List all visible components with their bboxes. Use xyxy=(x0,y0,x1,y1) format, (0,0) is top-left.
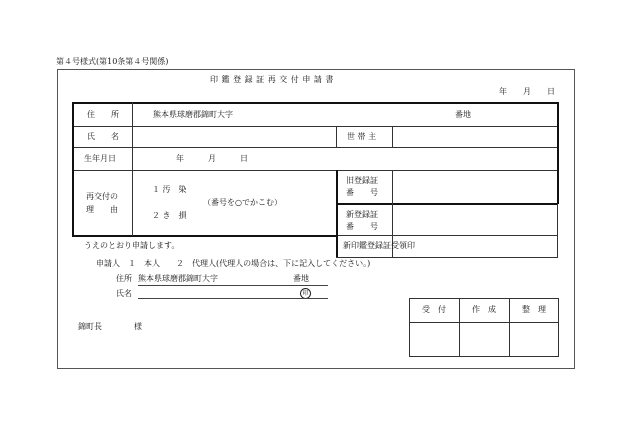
col-divider xyxy=(392,126,393,147)
old-cert-label-2: 番 号 xyxy=(346,188,378,197)
table-right-border xyxy=(557,102,559,204)
office-box-creation: 作 成 xyxy=(472,305,496,314)
reason-option-1: １ 汚 染 xyxy=(152,185,187,194)
addressee: 錦町長 様 xyxy=(78,322,142,331)
address-label: 住 所 xyxy=(87,110,119,119)
name-label: 氏 名 xyxy=(87,132,119,141)
address-value: 熊本県球磨郡錦町大字 xyxy=(153,110,233,119)
seal-mark: 印 xyxy=(300,288,311,299)
form-title: 印 鑑 登 録 証 再 交 付 申 請 書 xyxy=(210,75,334,84)
form-number: 第４号様式(第10条第４号関係) xyxy=(56,57,169,66)
office-box-divider xyxy=(409,322,559,323)
row-divider xyxy=(72,126,558,127)
birthdate-label: 生年月日 xyxy=(84,154,116,163)
agent-banchi: 番地 xyxy=(293,274,309,283)
col-divider xyxy=(336,126,337,147)
new-cert-label-1: 新登録証 xyxy=(346,210,378,219)
reason-label-1: 再交付の xyxy=(86,192,118,201)
declaration-text: うえのとおり申請します。 xyxy=(84,241,180,250)
table-bottom-border xyxy=(72,235,336,237)
office-box-filing: 整 理 xyxy=(522,305,546,314)
office-box-reception: 受 付 xyxy=(422,305,446,314)
row-divider xyxy=(336,203,558,205)
table-left-border xyxy=(72,102,74,236)
col-divider xyxy=(132,102,133,236)
agent-address-label: 住所 xyxy=(116,274,132,283)
row-divider xyxy=(336,257,558,258)
table-top-border xyxy=(72,102,558,104)
date-line: 年 月 日 xyxy=(499,87,555,96)
office-box-top xyxy=(409,298,559,299)
reason-label-2: 理 由 xyxy=(86,205,118,214)
receipt-seal-label: 新印鑑登録証受領印 xyxy=(343,241,415,250)
birthdate-value: 年 月 日 xyxy=(176,154,248,163)
reason-option-2: ２ き 損 xyxy=(152,211,187,220)
col-divider xyxy=(557,204,558,257)
address-banchi: 番地 xyxy=(455,110,471,119)
agent-address-value: 熊本県球磨郡錦町大字 xyxy=(138,274,218,283)
new-cert-label-2: 番 号 xyxy=(346,222,378,231)
office-box-bottom xyxy=(409,356,559,357)
applicant-line: 申請人 １ 本人 ２ 代理人(代理人の場合は、下に記入してください。) xyxy=(96,259,371,268)
agent-name-label: 氏名 xyxy=(116,289,132,298)
agent-name-underline xyxy=(138,298,328,299)
col-divider xyxy=(336,170,338,257)
row-divider xyxy=(336,235,558,236)
reason-note: （番号を○でかこむ） xyxy=(203,198,282,207)
row-divider xyxy=(72,170,558,171)
head-of-household-label: 世 帯 主 xyxy=(347,132,377,141)
row-divider xyxy=(72,147,558,148)
agent-address-underline xyxy=(138,285,328,286)
old-cert-label-1: 旧登録証 xyxy=(346,176,378,185)
